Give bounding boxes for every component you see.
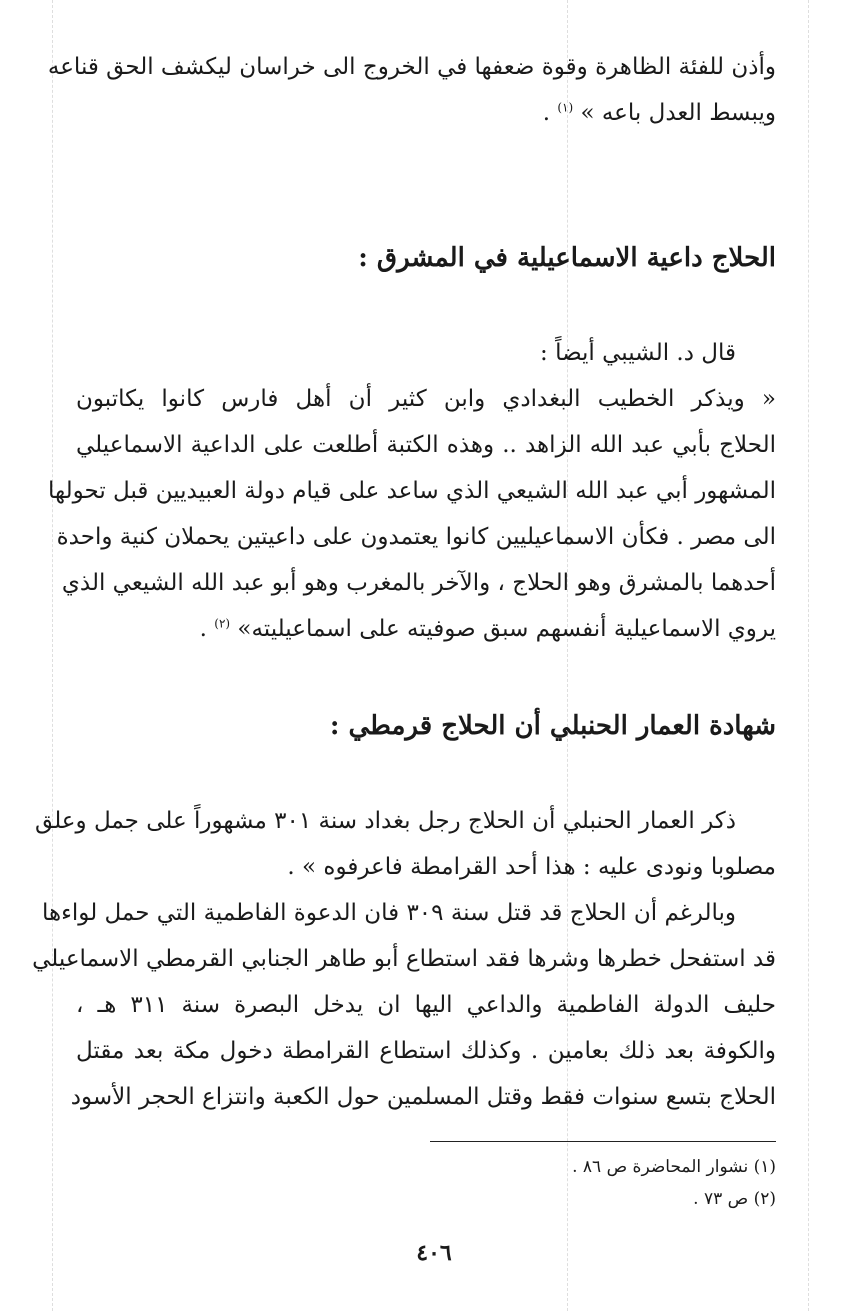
footnote-ref: (٢) xyxy=(214,616,231,631)
text-line: الحلاج بتسع سنوات فقط وقتل المسلمين حول الكعبة وانتزاع الحجر الأسود xyxy=(70,1084,776,1110)
text-line: مصلوبا ونودى عليه : هذا أحد القرامطة فاعرفوه » . xyxy=(287,854,776,880)
quote-paragraph xyxy=(47,330,776,652)
paragraph xyxy=(35,798,776,890)
text-line-end: . xyxy=(199,616,207,642)
scan-artifact-line xyxy=(808,0,809,1311)
text-line: ذكر العمار الحنبلي أن الحلاج رجل بغداد سنة ٣٠١ مشهوراً على جمل وعلق xyxy=(35,808,736,834)
paragraph-continuation xyxy=(47,44,776,136)
text-line xyxy=(76,606,776,652)
section-heading: الحلاج داعية الاسماعيلية في المشرق : xyxy=(358,243,776,273)
text-line-content: ويبسط العدل باعه » xyxy=(580,100,776,126)
paragraph xyxy=(32,890,776,1120)
text-line: أحدهما بالمشرق وهو الحلاج ، والآخر بالمغرب وهو أبو عبد الله الشيعي الذي xyxy=(61,570,776,596)
text-line: الحلاج بأبي عبد الله الزاهد .. وهذه الكتبة أطلعت على الداعية الاسماعيلي xyxy=(76,432,776,458)
text-line: وبالرغم أن الحلاج قد قتل سنة ٣٠٩ فان الدعوة الفاطمية التي حمل لواءها xyxy=(41,900,736,926)
text-line: والكوفة بعد ذلك بعامين . وكذلك استطاع القرامطة دخول مكة بعد مقتل xyxy=(76,1038,776,1064)
text-line xyxy=(76,90,776,136)
page-number: ٤٠٦ xyxy=(416,1240,452,1266)
scan-artifact-line xyxy=(52,0,53,1311)
text-line: قال د. الشيبي أيضاً : xyxy=(540,340,736,366)
section-heading: شهادة العمار الحنبلي أن الحلاج قرمطي : xyxy=(329,711,776,741)
text-line: المشهور أبي عبد الله الشيعي الذي ساعد على قيام دولة العبيديين قبل تحولها xyxy=(47,478,776,504)
text-line: وأذن للفئة الظاهرة وقوة ضعفها في الخروج الى خراسان ليكشف الحق قناعه xyxy=(47,54,776,80)
text-line: « ويذكر الخطيب البغدادي وابن كثير أن أهل فارس كانوا يكاتبون xyxy=(76,386,776,412)
footnote-divider xyxy=(430,1141,776,1142)
text-line-content: يروي الاسماعيلية أنفسهم سبق صوفيته على اسماعيليته» xyxy=(237,616,776,642)
footnote: (٢) ص ٧٣ . xyxy=(693,1189,776,1209)
text-line: الى مصر . فكأن الاسماعيليين كانوا يعتمدون على داعيتين يحملان كنية واحدة xyxy=(56,524,776,550)
text-line: حليف الدولة الفاطمية والداعي اليها ان يدخل البصرة سنة ٣١١ هـ ، xyxy=(76,992,776,1018)
text-line: قد استفحل خطرها وشرها فقد استطاع أبو طاهر الجنابي القرمطي الاسماعيلي xyxy=(32,946,776,972)
footnote-ref: (١) xyxy=(557,100,574,115)
text-line-end: . xyxy=(542,100,550,126)
footnote: (١) نشوار المحاضرة ص ٨٦ . xyxy=(572,1157,776,1177)
